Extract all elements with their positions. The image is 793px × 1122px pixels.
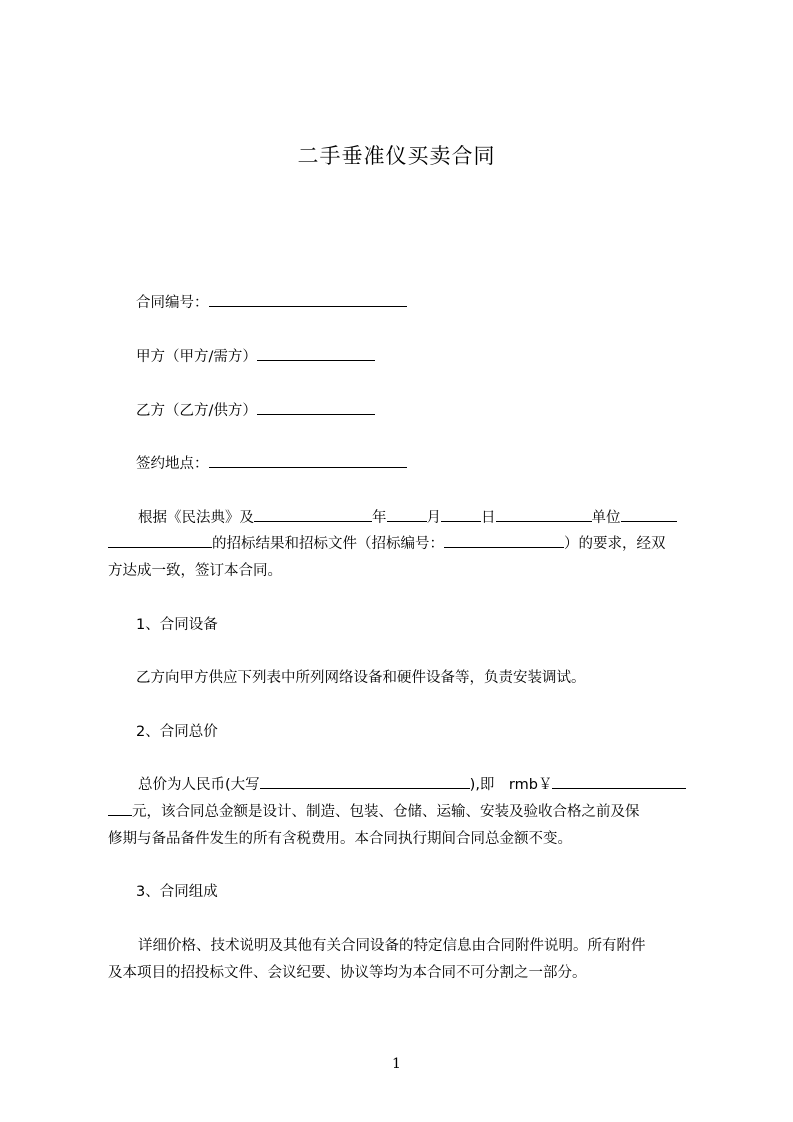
party-a-line bbox=[136, 345, 736, 366]
month-blank bbox=[387, 506, 427, 522]
section-1-body: 乙方向甲方供应下列表中所列网络设备和硬件设备等，负责安装调试。 bbox=[136, 670, 586, 686]
price-amount-blank-cont bbox=[108, 800, 132, 816]
section-2-body-line-2 bbox=[108, 800, 708, 821]
party-a-blank bbox=[257, 345, 375, 361]
contract-number-blank bbox=[209, 291, 407, 307]
unit-blank bbox=[496, 506, 592, 522]
price-amount-blank bbox=[552, 773, 686, 789]
signing-place-blank bbox=[209, 452, 407, 468]
section-3-heading: 3、合同组成 bbox=[136, 884, 218, 900]
price-text: 总价为人民币(大写 bbox=[138, 777, 260, 793]
signing-place-line bbox=[136, 452, 736, 473]
section-3-body-line-2: 及本项目的招投标文件、会议纪要、协议等均为本合同不可分割之一部分。 bbox=[108, 965, 587, 981]
signing-place-label: 签约地点： bbox=[136, 456, 209, 472]
month-label: 月 bbox=[426, 510, 441, 526]
price-desc-text: 元，该合同总金额是设计、制造、包装、仓储、运输、安装及验收合格之前及保 bbox=[132, 804, 640, 820]
party-a-label: 甲方（甲方/需方） bbox=[136, 349, 257, 365]
law-blank bbox=[254, 506, 372, 522]
preamble-line-2 bbox=[108, 532, 708, 553]
contract-number-line bbox=[136, 291, 736, 312]
tender-text-end: ）的要求，经双 bbox=[564, 536, 666, 552]
day-label: 日 bbox=[481, 510, 496, 526]
page-number: 1 bbox=[392, 1056, 401, 1072]
party-b-line bbox=[136, 399, 736, 420]
unit-name-blank bbox=[621, 506, 677, 522]
unit-name-blank-cont bbox=[108, 532, 212, 548]
day-blank bbox=[441, 506, 481, 522]
section-2-body-line-3: 修期与备品备件发生的所有含税费用。本合同执行期间合同总金额不变。 bbox=[108, 831, 572, 847]
section-2-heading: 2、合同总价 bbox=[136, 724, 218, 740]
unit-label: 单位 bbox=[591, 510, 621, 526]
preamble-line-3: 方达成一致，签订本合同。 bbox=[108, 563, 282, 579]
section-1-heading: 1、合同设备 bbox=[136, 617, 218, 633]
tender-text: 的招标结果和招标文件（招标编号： bbox=[212, 536, 444, 552]
contract-number-label: 合同编号： bbox=[136, 295, 209, 311]
price-rmb-text: ),即 rmb￥ bbox=[469, 777, 553, 793]
tender-number-blank bbox=[444, 532, 564, 548]
section-2-body-line-1 bbox=[138, 773, 738, 794]
party-b-blank bbox=[257, 399, 375, 415]
year-label: 年 bbox=[372, 510, 387, 526]
price-words-blank bbox=[260, 773, 470, 789]
document-title: 二手垂准仪买卖合同 bbox=[297, 144, 496, 168]
party-b-label: 乙方（乙方/供方） bbox=[136, 403, 257, 419]
preamble-line-1 bbox=[138, 506, 738, 527]
section-3-body-line-1: 详细价格、技术说明及其他有关合同设备的特定信息由合同附件说明。所有附件 bbox=[138, 938, 646, 954]
preamble-text: 根据《民法典》及 bbox=[138, 510, 254, 526]
